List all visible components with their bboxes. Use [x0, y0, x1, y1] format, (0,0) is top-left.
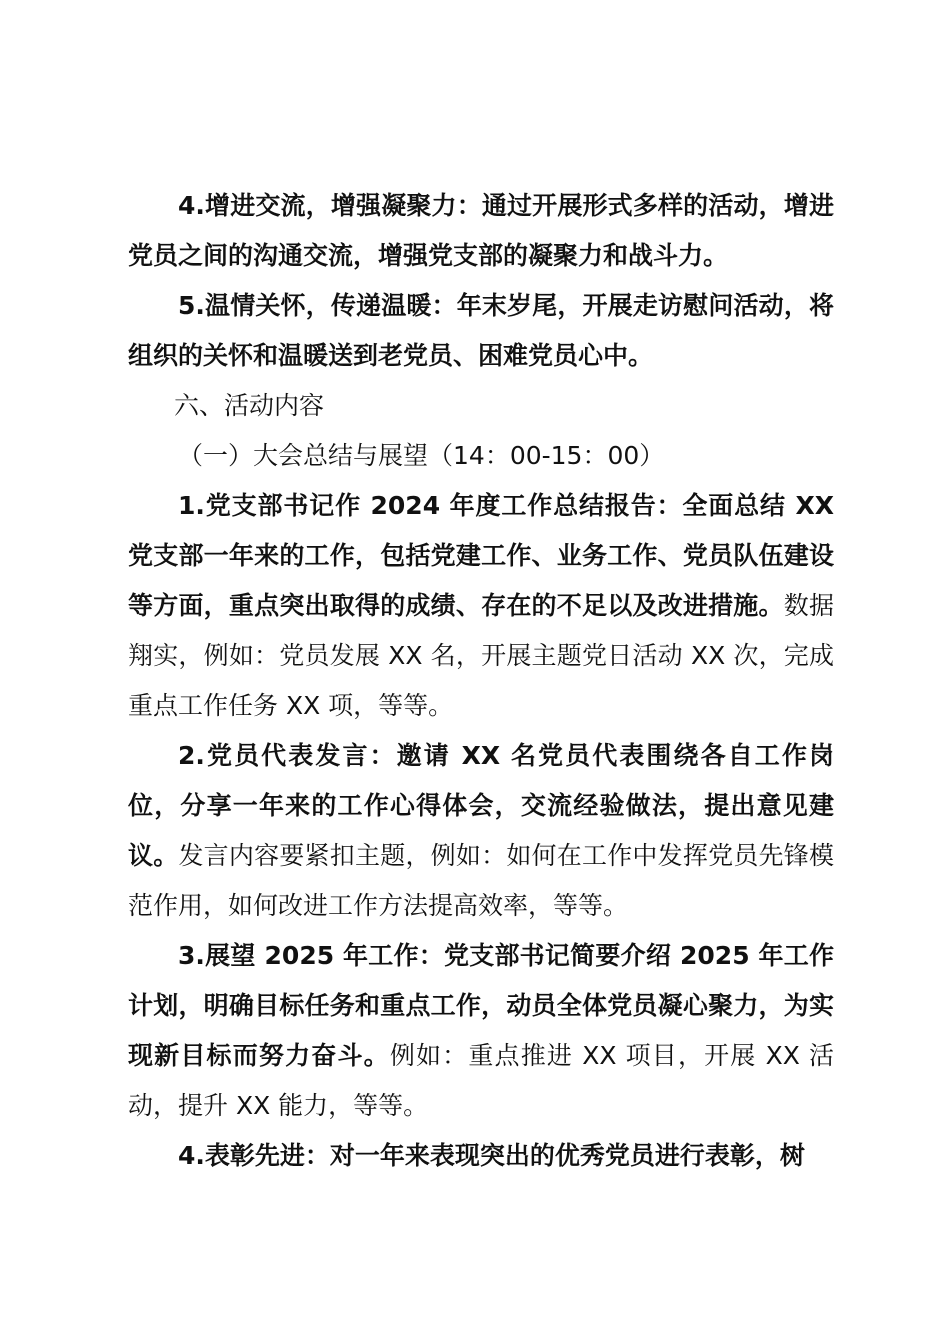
item-outlook-2025	[128, 931, 834, 1131]
item-plain-text: 发言内容要紧扣主题，例如：如何在工作中发挥党员先锋模范作用，如何改进工作方法提高效率，等等。	[128, 841, 834, 920]
item-bold-text: 3.展望 2025 年工作：党支部书记简要介绍 2025 年工作计划，明确目标任务和重点工作，动员全体党员凝心聚力，为实现新目标而努力奋斗。	[128, 941, 834, 1070]
paragraph-exchange	[128, 181, 834, 281]
paragraph-bold-text: 5.温情关怀，传递温暖：年末岁尾，开展走访慰问活动，将组织的关怀和温暖送到老党员、困难党员心中。	[128, 291, 834, 370]
item-summary-report	[128, 481, 834, 731]
item-representative-speech	[128, 731, 834, 931]
item-plain-text: 例如：重点推进 XX 项目，开展 XX 活动，提升 XX 能力，等等。	[128, 1041, 834, 1120]
document-page	[128, 181, 834, 1181]
item-bold-text: 2.党员代表发言：邀请 XX 名党员代表围绕各自工作岗位，分享一年来的工作心得体会，交流经验做法，提出意见建议。	[128, 741, 834, 870]
item-plain-text: 数据翔实，例如：党员发展 XX 名，开展主题党日活动 XX 次，完成重点工作任务 XX 项，等等。	[128, 591, 834, 720]
paragraph-bold-text: 4.增进交流，增强凝聚力：通过开展形式多样的活动，增进党员之间的沟通交流，增强党支部的凝聚力和战斗力。	[128, 191, 834, 270]
paragraph-care	[128, 281, 834, 381]
item-bold-text: 1.党支部书记作 2024 年度工作总结报告：全面总结 XX 党支部一年来的工作，包括党建工作、业务工作、党员队伍建设等方面，重点突出取得的成绩、存在的不足以及改进措施。	[128, 491, 834, 620]
item-commendation	[128, 1131, 834, 1181]
item-bold-text: 4.表彰先进：对一年来表现突出的优秀党员进行表彰，树	[178, 1141, 805, 1170]
subsection-heading: （一）大会总结与展望（14：00-15：00）	[178, 441, 665, 470]
section-heading: 六、活动内容	[174, 391, 325, 420]
